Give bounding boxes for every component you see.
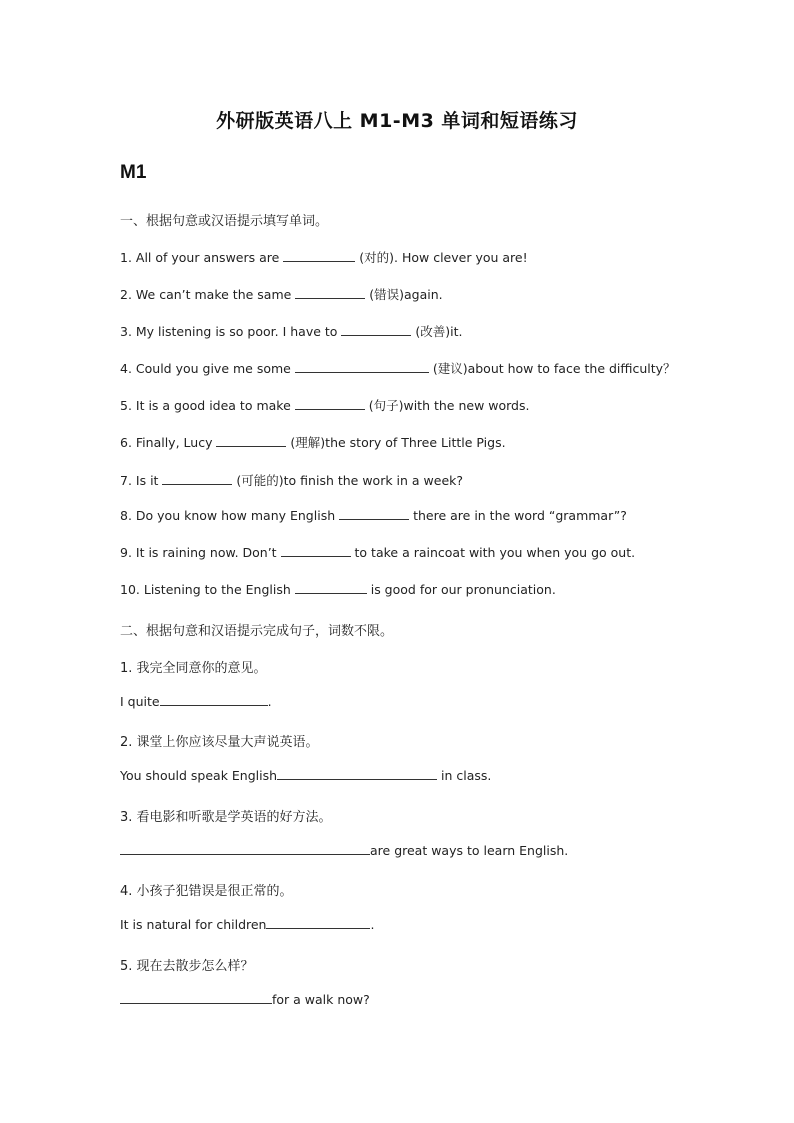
chinese-prompt: 1. 我完全同意你的意见。 <box>120 661 267 676</box>
translation-sentence: for a walk now? <box>120 992 370 1007</box>
section-1-heading: 一、根据句意或汉语提示填写单词。 <box>120 214 329 229</box>
answer-blank[interactable] <box>266 917 370 929</box>
answer-blank[interactable] <box>216 435 286 447</box>
answer-blank[interactable] <box>120 843 370 855</box>
translation-sentence: are great ways to learn English. <box>120 843 568 858</box>
answer-blank[interactable] <box>295 361 429 373</box>
chinese-prompt: 2. 课堂上你应该尽量大声说英语。 <box>120 735 319 750</box>
page-title: 外研版英语八上 M1-M3 单词和短语练习 <box>216 110 578 132</box>
exercise-item: 5. It is a good idea to make (句子)with the new words. <box>120 398 530 413</box>
answer-blank[interactable] <box>295 398 365 410</box>
answer-blank[interactable] <box>339 508 409 520</box>
translation-sentence: It is natural for children . <box>120 917 375 932</box>
answer-blank[interactable] <box>295 582 367 594</box>
exercise-item: 3. My listening is so poor. I have to (改善)it. <box>120 324 463 339</box>
chinese-prompt: 5. 现在去散步怎么样？ <box>120 959 254 974</box>
answer-blank[interactable] <box>295 287 365 299</box>
answer-blank[interactable] <box>120 992 272 1004</box>
chinese-prompt: 4. 小孩子犯错误是很正常的。 <box>120 884 293 899</box>
answer-blank[interactable] <box>283 250 355 262</box>
answer-blank[interactable] <box>162 473 232 485</box>
answer-blank[interactable] <box>341 324 411 336</box>
exercise-item: 9. It is raining now. Don’t to take a raincoat with you when you go out. <box>120 545 636 560</box>
exercise-item: 4. Could you give me some (建议)about how to face the difficulty？ <box>120 361 676 376</box>
translation-sentence: You should speak English in class. <box>120 768 492 783</box>
answer-blank[interactable] <box>277 768 437 780</box>
answer-blank[interactable] <box>160 694 268 706</box>
exercise-item: 10. Listening to the English is good for our pronunciation. <box>120 582 556 597</box>
module-heading: M1 <box>120 162 147 183</box>
translation-sentence: I quite . <box>120 694 272 709</box>
answer-blank[interactable] <box>281 545 351 557</box>
exercise-item: 1. All of your answers are (对的). How clever you are! <box>120 250 528 265</box>
section-2-heading: 二、根据句意和汉语提示完成句子，词数不限。 <box>120 624 394 639</box>
chinese-prompt: 3. 看电影和听歌是学英语的好方法。 <box>120 810 332 825</box>
exercise-item: 6. Finally, Lucy (理解)the story of Three Little Pigs. <box>120 435 506 450</box>
exercise-item: 7. Is it (可能的)to finish the work in a week? <box>120 473 464 488</box>
exercise-item: 8. Do you know how many English there are in the word “grammar”? <box>120 508 627 523</box>
exercise-item: 2. We can’t make the same (错误)again. <box>120 287 443 302</box>
